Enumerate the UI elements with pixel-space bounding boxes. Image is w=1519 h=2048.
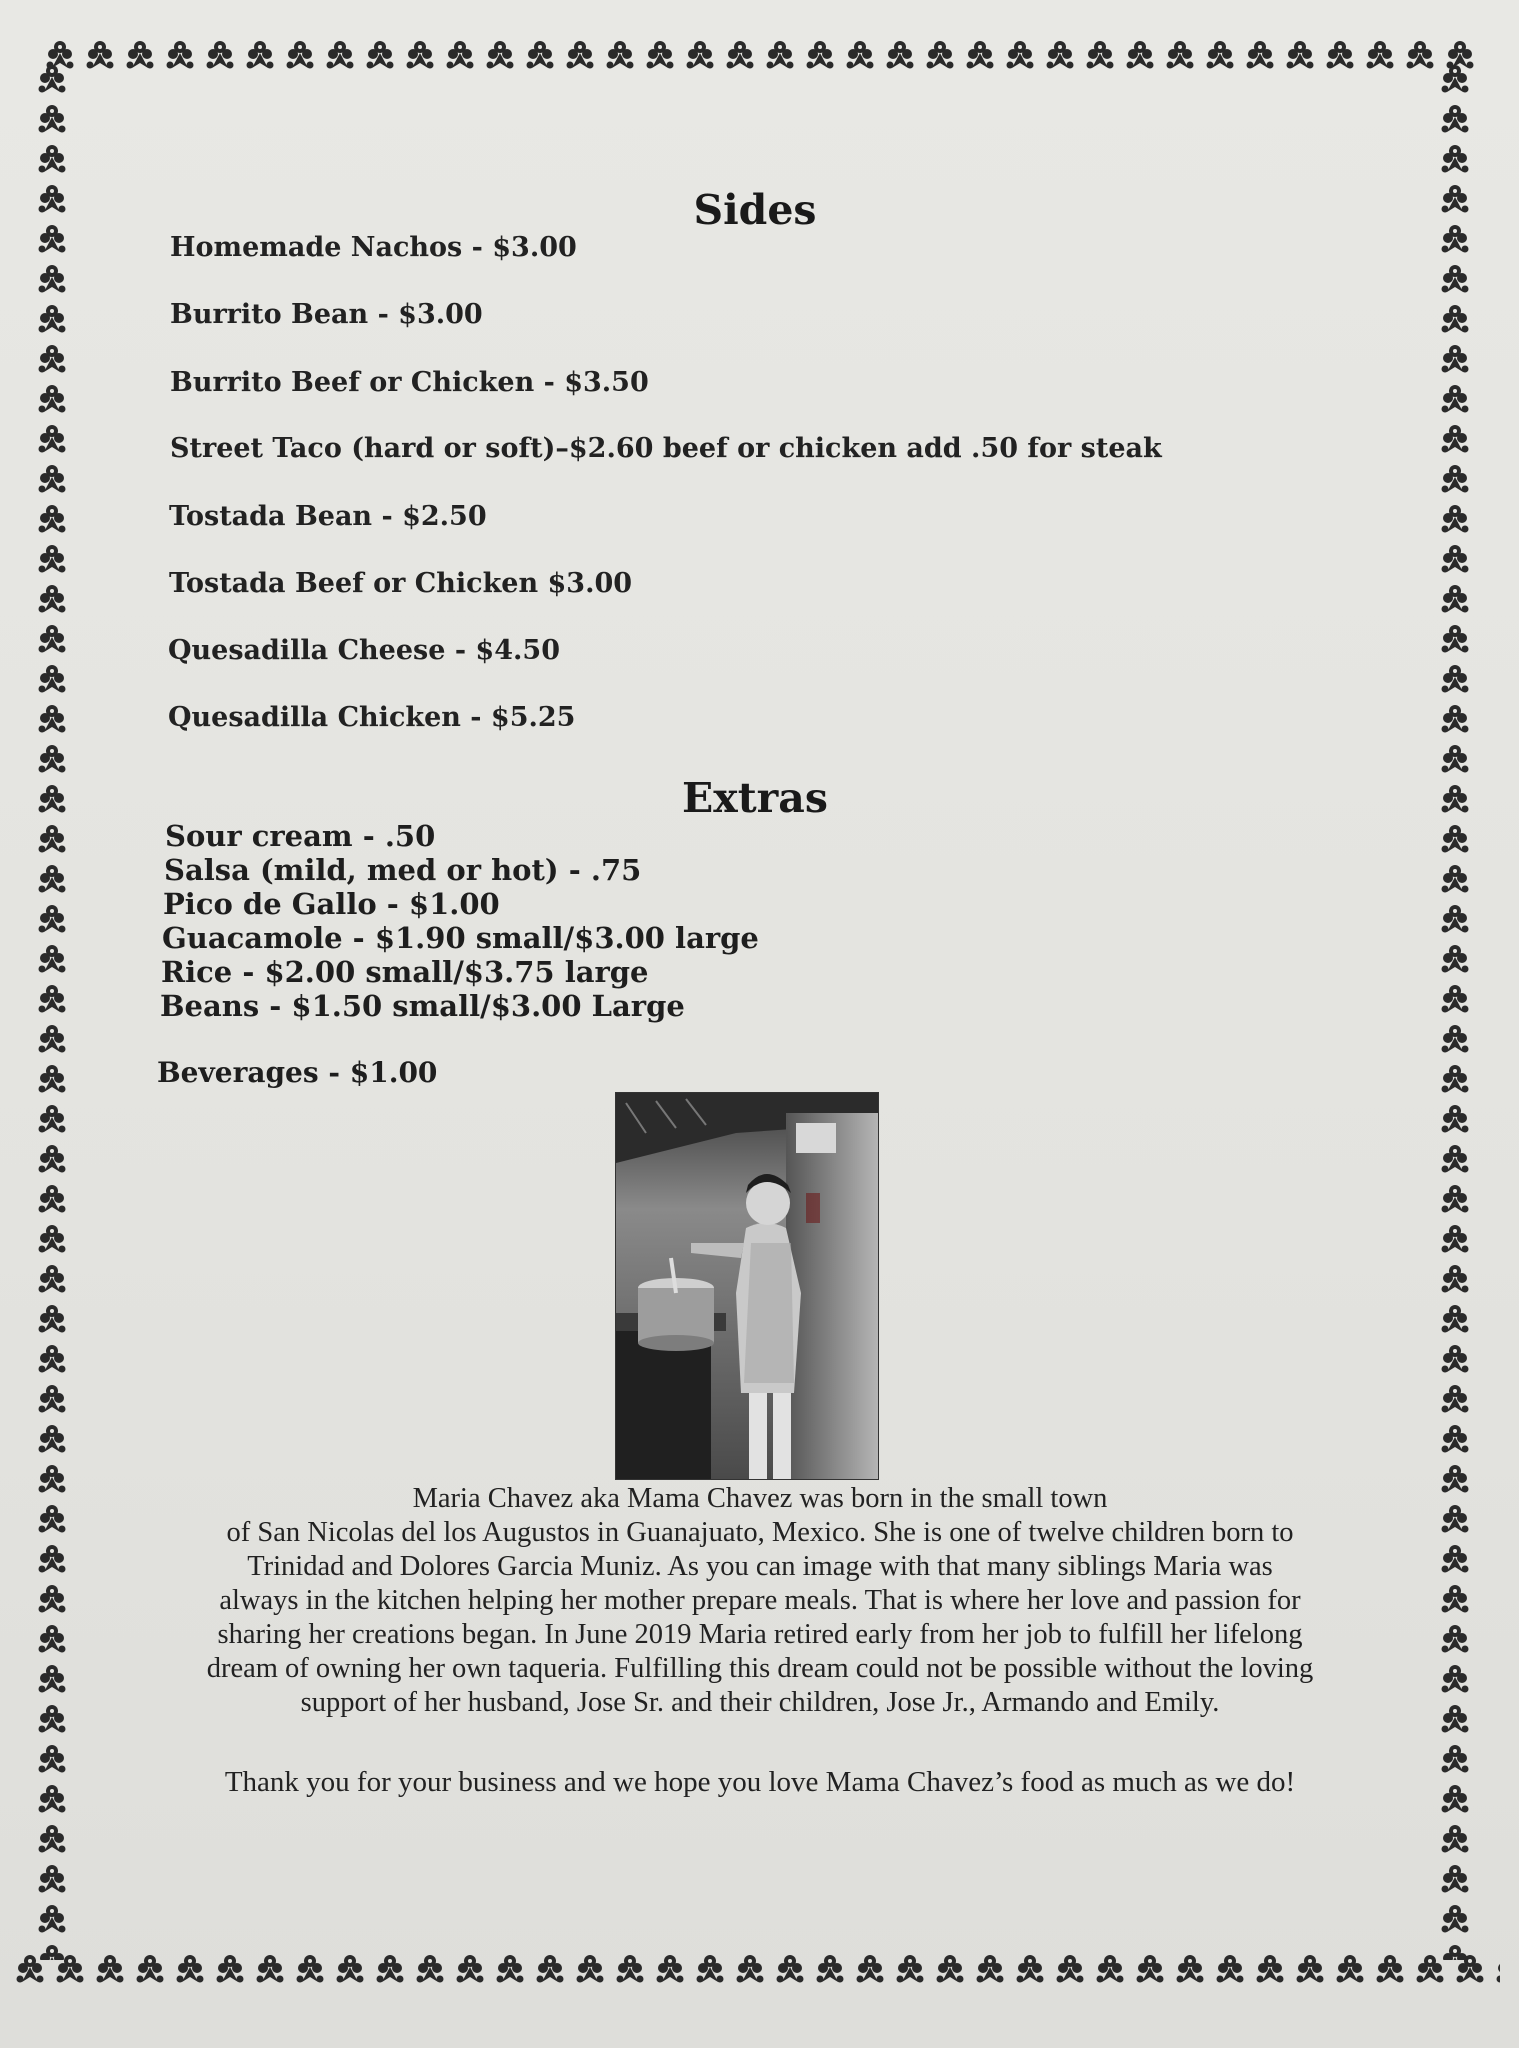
- flower-ornament-icon: [370, 1950, 410, 1990]
- flower-ornament-icon: [32, 1660, 72, 1700]
- flower-ornament-icon: [1435, 1300, 1475, 1340]
- flower-ornament-icon: [1010, 1950, 1050, 1990]
- flower-ornament-icon: [1120, 36, 1160, 76]
- flower-ornament-icon: [1435, 60, 1475, 100]
- flower-ornament-icon: [32, 980, 72, 1020]
- beverages-item: Beverages - $1.00: [157, 1056, 438, 1089]
- flower-ornament-icon: [1435, 1380, 1475, 1420]
- flower-ornament-icon: [930, 1950, 970, 1990]
- flower-ornament-icon: [1490, 1950, 1500, 1990]
- flower-ornament-icon: [480, 36, 520, 76]
- flower-ornament-icon: [1435, 1540, 1475, 1580]
- flower-ornament-icon: [360, 36, 400, 76]
- flower-ornament-icon: [1435, 1700, 1475, 1740]
- flower-ornament-icon: [1435, 460, 1475, 500]
- flower-ornament-icon: [200, 36, 240, 76]
- flower-ornament-icon: [1435, 260, 1475, 300]
- flower-ornament-icon: [160, 36, 200, 76]
- flower-ornament-icon: [1435, 900, 1475, 940]
- flower-ornament-icon: [1130, 1950, 1170, 1990]
- flower-ornament-icon: [1000, 36, 1040, 76]
- flower-ornament-icon: [32, 1340, 72, 1380]
- flower-ornament-icon: [1435, 780, 1475, 820]
- sides-heading: Sides: [693, 186, 817, 234]
- menu-item: Quesadilla Chicken - $5.25: [168, 702, 576, 733]
- flower-ornament-icon: [1435, 740, 1475, 780]
- flower-ornament-icon: [1080, 36, 1120, 76]
- flower-ornament-icon: [330, 1950, 370, 1990]
- flower-ornament-icon: [32, 380, 72, 420]
- flower-ornament-icon: [32, 700, 72, 740]
- flower-ornament-icon: [770, 1950, 810, 1990]
- flower-ornament-icon: [1435, 660, 1475, 700]
- flower-ornament-icon: [1435, 500, 1475, 540]
- flower-ornament-icon: [600, 36, 640, 76]
- menu-item: Homemade Nachos - $3.00: [170, 232, 577, 263]
- flower-ornament-icon: [810, 1950, 850, 1990]
- story-line: support of her husband, Jose Sr. and their children, Jose Jr., Armando and Emily.: [300, 1687, 1220, 1718]
- extra-item: Rice - $2.00 small/$3.75 large: [161, 955, 649, 989]
- flower-ornament-icon: [32, 660, 72, 700]
- flower-ornament-icon: [970, 1950, 1010, 1990]
- flower-ornament-icon: [1435, 540, 1475, 580]
- border-bottom: [10, 1950, 1500, 1994]
- flower-ornament-icon: [32, 100, 72, 140]
- flower-ornament-icon: [32, 1500, 72, 1540]
- border-top: [40, 36, 1480, 80]
- flower-ornament-icon: [1435, 300, 1475, 340]
- flower-ornament-icon: [730, 1950, 770, 1990]
- flower-ornament-icon: [1435, 580, 1475, 620]
- flower-ornament-icon: [32, 180, 72, 220]
- thank-you-note: Thank you for your business and we hope you love Mama Chavez’s food as much as we do!: [224, 1766, 1296, 1798]
- flower-ornament-icon: [32, 620, 72, 660]
- flower-ornament-icon: [290, 1950, 330, 1990]
- flower-ornament-icon: [90, 1950, 130, 1990]
- border-right: [1435, 60, 1479, 1960]
- flower-ornament-icon: [1435, 1900, 1475, 1940]
- flower-ornament-icon: [32, 60, 72, 100]
- flower-ornament-icon: [32, 1940, 72, 1960]
- flower-ornament-icon: [32, 260, 72, 300]
- menu-item: Quesadilla Cheese - $4.50: [168, 635, 560, 666]
- story-line: Trinidad and Dolores Garcia Muniz. As you can image with that many siblings Maria was: [247, 1551, 1273, 1582]
- extra-item: Pico de Gallo - $1.00: [163, 887, 500, 921]
- flower-ornament-icon: [32, 780, 72, 820]
- flower-ornament-icon: [1435, 1100, 1475, 1140]
- flower-ornament-icon: [1435, 1060, 1475, 1100]
- menu-item: Street Taco (hard or soft)–$2.60 beef or chicken add .50 for steak: [170, 433, 1162, 464]
- flower-ornament-icon: [680, 36, 720, 76]
- flower-ornament-icon: [32, 1100, 72, 1140]
- flower-ornament-icon: [960, 36, 1000, 76]
- flower-ornament-icon: [1170, 1950, 1210, 1990]
- flower-ornament-icon: [1400, 36, 1440, 76]
- menu-item: Burrito Bean - $3.00: [170, 299, 483, 330]
- flower-ornament-icon: [1435, 220, 1475, 260]
- flower-ornament-icon: [120, 36, 160, 76]
- story-line: dream of owning her own taqueria. Fulfilling this dream could not be possible without the loving: [206, 1653, 1314, 1684]
- flower-ornament-icon: [32, 1460, 72, 1500]
- flower-ornament-icon: [1435, 100, 1475, 140]
- flower-ornament-icon: [210, 1950, 250, 1990]
- flower-ornament-icon: [560, 36, 600, 76]
- flower-ornament-icon: [1435, 940, 1475, 980]
- flower-ornament-icon: [1435, 1500, 1475, 1540]
- flower-ornament-icon: [1290, 1950, 1330, 1990]
- flower-ornament-icon: [1435, 1620, 1475, 1660]
- flower-ornament-icon: [1435, 1740, 1475, 1780]
- flower-ornament-icon: [32, 1180, 72, 1220]
- flower-ornament-icon: [1435, 380, 1475, 420]
- flower-ornament-icon: [32, 1700, 72, 1740]
- flower-ornament-icon: [1435, 1420, 1475, 1460]
- flower-ornament-icon: [32, 1060, 72, 1100]
- flower-ornament-icon: [32, 740, 72, 780]
- flower-ornament-icon: [1435, 1140, 1475, 1180]
- flower-ornament-icon: [1435, 1340, 1475, 1380]
- flower-ornament-icon: [490, 1950, 530, 1990]
- flower-ornament-icon: [1435, 1460, 1475, 1500]
- flower-ornament-icon: [1435, 1820, 1475, 1860]
- menu-item: Tostada Beef or Chicken $3.00: [169, 568, 633, 599]
- flower-ornament-icon: [32, 1740, 72, 1780]
- flower-ornament-icon: [32, 340, 72, 380]
- flower-ornament-icon: [450, 1950, 490, 1990]
- flower-ornament-icon: [32, 1300, 72, 1340]
- flower-ornament-icon: [1280, 36, 1320, 76]
- flower-ornament-icon: [400, 36, 440, 76]
- flower-ornament-icon: [32, 1420, 72, 1460]
- flower-ornament-icon: [1435, 180, 1475, 220]
- flower-ornament-icon: [1435, 340, 1475, 380]
- flower-ornament-icon: [32, 1540, 72, 1580]
- extra-item: Sour cream - .50: [165, 819, 436, 853]
- flower-ornament-icon: [760, 36, 800, 76]
- flower-ornament-icon: [32, 1620, 72, 1660]
- flower-ornament-icon: [32, 540, 72, 580]
- owner-story: [120, 1482, 1400, 1720]
- flower-ornament-icon: [32, 420, 72, 460]
- flower-ornament-icon: [690, 1950, 730, 1990]
- chef-photo: [615, 1092, 879, 1480]
- flower-ornament-icon: [1320, 36, 1360, 76]
- flower-ornament-icon: [1240, 36, 1280, 76]
- flower-ornament-icon: [1435, 420, 1475, 460]
- story-line: Maria Chavez aka Mama Chavez was born in the small town: [412, 1483, 1108, 1514]
- flower-ornament-icon: [250, 1950, 290, 1990]
- flower-ornament-icon: [32, 1580, 72, 1620]
- flower-ornament-icon: [1435, 1860, 1475, 1900]
- flower-ornament-icon: [610, 1950, 650, 1990]
- flower-ornament-icon: [1435, 820, 1475, 860]
- flower-ornament-icon: [1435, 1260, 1475, 1300]
- flower-ornament-icon: [32, 580, 72, 620]
- flower-ornament-icon: [280, 36, 320, 76]
- flower-ornament-icon: [1210, 1950, 1250, 1990]
- flower-ornament-icon: [800, 36, 840, 76]
- flower-ornament-icon: [240, 36, 280, 76]
- flower-ornament-icon: [1435, 980, 1475, 1020]
- flower-ornament-icon: [320, 36, 360, 76]
- flower-ornament-icon: [1435, 700, 1475, 740]
- flower-ornament-icon: [1435, 1780, 1475, 1820]
- extra-item: Beans - $1.50 small/$3.00 Large: [160, 989, 685, 1023]
- story-line: always in the kitchen helping her mother prepare meals. That is where her love and passion for: [219, 1585, 1301, 1616]
- flower-ornament-icon: [1435, 1580, 1475, 1620]
- flower-ornament-icon: [170, 1950, 210, 1990]
- flower-ornament-icon: [890, 1950, 930, 1990]
- flower-ornament-icon: [32, 900, 72, 940]
- flower-ornament-icon: [720, 36, 760, 76]
- extra-item: Salsa (mild, med or hot) - .75: [164, 853, 642, 887]
- flower-ornament-icon: [1435, 620, 1475, 660]
- flower-ornament-icon: [570, 1950, 610, 1990]
- flower-ornament-icon: [1435, 860, 1475, 900]
- story-line: sharing her creations began. In June 2019 Maria retired early from her job to fulfill her lifelong: [217, 1619, 1303, 1650]
- flower-ornament-icon: [32, 140, 72, 180]
- flower-ornament-icon: [1435, 1220, 1475, 1260]
- flower-ornament-icon: [840, 36, 880, 76]
- flower-ornament-icon: [410, 1950, 450, 1990]
- flower-ornament-icon: [1435, 1020, 1475, 1060]
- flower-ornament-icon: [920, 36, 960, 76]
- flower-ornament-icon: [1435, 1940, 1475, 1960]
- border-left: [32, 60, 76, 1960]
- extra-item: Guacamole - $1.90 small/$3.00 large: [162, 921, 759, 955]
- flower-ornament-icon: [1370, 1950, 1410, 1990]
- extras-heading: Extras: [682, 774, 828, 822]
- flower-ornament-icon: [32, 1900, 72, 1940]
- flower-ornament-icon: [32, 860, 72, 900]
- flower-ornament-icon: [1200, 36, 1240, 76]
- flower-ornament-icon: [1250, 1950, 1290, 1990]
- flower-ornament-icon: [32, 300, 72, 340]
- flower-ornament-icon: [32, 500, 72, 540]
- flower-ornament-icon: [32, 1260, 72, 1300]
- flower-ornament-icon: [1050, 1950, 1090, 1990]
- flower-ornament-icon: [32, 940, 72, 980]
- flower-ornament-icon: [32, 1020, 72, 1060]
- flower-ornament-icon: [520, 36, 560, 76]
- flower-ornament-icon: [1435, 1660, 1475, 1700]
- flower-ornament-icon: [530, 1950, 570, 1990]
- flower-ornament-icon: [1435, 140, 1475, 180]
- flower-ornament-icon: [32, 460, 72, 500]
- flower-ornament-icon: [32, 1140, 72, 1180]
- flower-ornament-icon: [850, 1950, 890, 1990]
- flower-ornament-icon: [32, 1380, 72, 1420]
- flower-ornament-icon: [32, 1220, 72, 1260]
- flower-ornament-icon: [1090, 1950, 1130, 1990]
- flower-ornament-icon: [80, 36, 120, 76]
- flower-ornament-icon: [650, 1950, 690, 1990]
- story-line: of San Nicolas del los Augustos in Guanajuato, Mexico. She is one of twelve children born to: [226, 1517, 1294, 1548]
- flower-ornament-icon: [130, 1950, 170, 1990]
- menu-item: Tostada Bean - $2.50: [169, 501, 487, 532]
- flower-ornament-icon: [880, 36, 920, 76]
- flower-ornament-icon: [1160, 36, 1200, 76]
- flower-ornament-icon: [1040, 36, 1080, 76]
- flower-ornament-icon: [1330, 1950, 1370, 1990]
- flower-ornament-icon: [1435, 1180, 1475, 1220]
- flower-ornament-icon: [32, 1820, 72, 1860]
- flower-ornament-icon: [32, 220, 72, 260]
- flower-ornament-icon: [32, 820, 72, 860]
- flower-ornament-icon: [440, 36, 480, 76]
- flower-ornament-icon: [1360, 36, 1400, 76]
- flower-ornament-icon: [640, 36, 680, 76]
- flower-ornament-icon: [32, 1860, 72, 1900]
- menu-item: Burrito Beef or Chicken - $3.50: [170, 367, 649, 398]
- flower-ornament-icon: [32, 1780, 72, 1820]
